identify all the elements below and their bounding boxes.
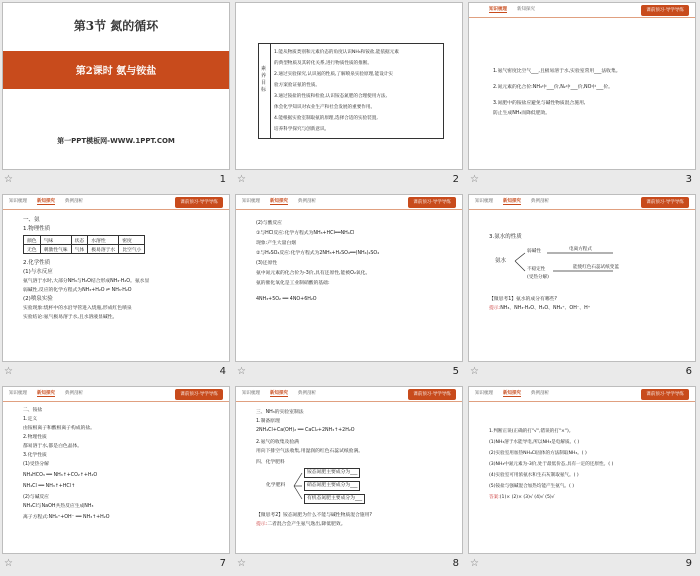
slide1-website: 第一PPT模板网-WWW.1PPT.COM	[57, 137, 175, 145]
slide-footer	[235, 557, 463, 573]
property-table	[23, 235, 145, 254]
question-line: (4)实验室可用浓氨水和生石灰制取氨气。( )	[489, 473, 579, 478]
slide-footer	[2, 173, 230, 189]
tab-knowledge: 知识梳理	[475, 391, 493, 396]
section-heading: 3.氨水的性质	[489, 234, 522, 240]
slide-thumb-4[interactable]	[0, 192, 233, 384]
content-line: 2.氮元素的化合价:NH₃中___价,N₂中___价,NO中___价。	[493, 85, 613, 90]
answer-line	[489, 493, 555, 502]
slide-8[interactable]	[235, 386, 463, 554]
tab-knowledge: 知识梳理	[9, 391, 27, 396]
slide-number: 1	[219, 174, 226, 185]
table-cell: 极易溶于水	[88, 245, 119, 254]
fertilizer-box: 硝态氮肥主要成分为___	[304, 481, 360, 491]
header-badge: 课前预习·导学导练	[175, 389, 223, 400]
subsection-heading: 1.物理性质	[23, 226, 51, 232]
weak-base-label: 弱碱性	[527, 249, 541, 254]
content-line: 四、化学肥料	[256, 460, 285, 465]
star-icon[interactable]: ☆	[470, 174, 479, 185]
content-line: 三、NH₃的实验室制法	[256, 410, 304, 415]
slide-9[interactable]	[468, 386, 696, 554]
content-line: 实验结论:氨气极易溶于水,且水溶液显碱性。	[23, 315, 118, 320]
table-header-cell: 气味	[40, 236, 71, 245]
slide-5[interactable]	[235, 194, 463, 362]
table-header-cell: 颜色	[24, 236, 41, 245]
equation-line: 2NH₄Cl+Ca(OH)₂ ══ CaCl₂+2NH₃↑+2H₂O	[256, 428, 355, 433]
content-line: (2)与酸反应	[256, 221, 282, 226]
objective-line: 的典型物质及其转化关系,进行物质性质的推断。	[274, 61, 372, 66]
content-line: 用向下排空气法收集,用湿润的红色石蕊试纸验满。	[256, 449, 364, 454]
slide-header-bar	[236, 195, 462, 210]
think-answer	[256, 520, 346, 529]
slide1-title: 第3节 氮的循环	[73, 19, 159, 33]
content-line: 实验现象:烧杯中的水沿导管进入烧瓶,形成红色喷泉	[23, 306, 132, 311]
star-icon[interactable]: ☆	[237, 366, 246, 377]
tab-knowledge: 知识梳理	[489, 7, 507, 12]
decompose-label: (受热分解)	[527, 275, 549, 280]
slide-thumb-9[interactable]	[466, 384, 699, 576]
think-answer	[489, 304, 590, 313]
slide-footer	[235, 365, 463, 381]
slide-2[interactable]	[235, 2, 463, 170]
content-line: 由铵根离子和酸根离子构成的盐。	[23, 426, 95, 431]
header-badge: 课前预习·导学导练	[408, 197, 456, 208]
tab-knowledge: 知识梳理	[242, 391, 260, 396]
slide-header-bar	[469, 3, 695, 18]
slide-7[interactable]	[2, 386, 230, 554]
content-line: ①与HCl反应:化学方程式为NH₃+HCl══NH₄Cl	[256, 231, 355, 236]
objective-line: 3.通过铵盐的性质和检验,认识铵态氮肥的合理使用方法,	[274, 94, 387, 99]
slide-footer	[2, 365, 230, 381]
star-icon[interactable]: ☆	[470, 558, 479, 569]
header-badge: 课前预习·导学导练	[641, 5, 689, 16]
tab-explore: 新知探究	[270, 199, 288, 204]
content-line: 都易溶于水,都是白色晶体。	[23, 444, 83, 449]
objectives-label: 素养目标	[261, 66, 267, 93]
table-cell: 比空气小	[119, 245, 145, 254]
question-line: (5)铵盐与强碱混合加热均能产生氨气。( )	[489, 484, 575, 489]
slide-number: 4	[219, 366, 226, 377]
tab-examples: 典例剖析	[65, 391, 83, 396]
content-line: 3.化学性质	[23, 453, 47, 458]
content-line: 1.氨气密度比空气___,且极易溶于水,实验室常用___法收集。	[493, 69, 621, 74]
slide-footer	[2, 557, 230, 573]
objective-line: 体会化学知识对农业生产和社会发展的重要作用。	[274, 105, 376, 110]
tab-explore: 新知探究	[503, 199, 521, 204]
content-line: ②与H₂SO₄反应:化学方程式为2NH₃+H₂SO₄══(NH₄)₂SO₄	[256, 251, 380, 256]
tab-examples: 典例剖析	[65, 199, 83, 204]
slide-1[interactable]	[2, 2, 230, 170]
equation-line: 离子方程式:NH₄⁺+OH⁻ ══ NH₃↑+H₂O	[23, 515, 110, 520]
table-cell: 气体	[71, 245, 88, 254]
content-line: 2.物理性质	[23, 435, 47, 440]
slide-number: 8	[452, 558, 459, 569]
slide-thumb-3[interactable]	[466, 0, 699, 192]
tab-examples: 典例剖析	[531, 391, 549, 396]
slide-number: 3	[685, 174, 692, 185]
equation-line: NH₄HCO₃ ══ NH₃↑+CO₂↑+H₂O	[23, 473, 98, 478]
slide-thumb-8[interactable]	[233, 384, 466, 576]
star-icon[interactable]: ☆	[4, 174, 13, 185]
star-icon[interactable]: ☆	[237, 174, 246, 185]
answer-label: 提示:	[256, 522, 268, 527]
slide-footer	[468, 173, 696, 189]
star-icon[interactable]: ☆	[237, 558, 246, 569]
table-header-cell: 密度	[119, 236, 145, 245]
content-line: 2.氨气的收集及验满	[256, 440, 299, 445]
star-icon[interactable]: ☆	[4, 366, 13, 377]
table-cell: 刺激性气味	[40, 245, 71, 254]
content-line: 氨的催化氧化是工业制硝酸的基础:	[256, 281, 330, 286]
answer-label: 答案:	[489, 495, 500, 500]
content-line: 防止生成NH₃而降低肥效。	[493, 111, 551, 116]
content-line: 二、铵盐	[23, 408, 43, 413]
tab-knowledge: 知识梳理	[242, 199, 260, 204]
table-header-cell: 水溶性	[88, 236, 119, 245]
slide-4[interactable]	[2, 194, 230, 362]
slide-6[interactable]	[468, 194, 696, 362]
question-line: (2)实验室用加热NH₄Cl固体的方法制取NH₃。( )	[489, 451, 587, 456]
slide-3[interactable]	[468, 2, 696, 170]
slide-number: 5	[452, 366, 459, 377]
tab-explore: 新知探究	[37, 391, 55, 396]
slide-footer	[468, 557, 696, 573]
slide-thumb-7[interactable]	[0, 384, 233, 576]
slide-thumb-6[interactable]	[466, 192, 699, 384]
diagram-label: 化学肥料	[266, 483, 286, 488]
table-header-cell: 状态	[71, 236, 88, 245]
tab-explore: 新知探究	[517, 7, 535, 12]
tab-explore: 新知探究	[503, 391, 521, 396]
unstable-label: 不稳定性	[527, 267, 546, 272]
objective-line: 4.能根据实验室制取氨的原理,选择合适的实验装置,	[274, 116, 378, 121]
content-line: (3)还原性	[256, 261, 278, 266]
content-line: (2)喷泉实验	[23, 296, 53, 302]
content-line: (1)受热分解	[23, 462, 49, 467]
content-line: 3.氮肥中的铵盐应避免与碱性物质混合施用,	[493, 101, 586, 106]
tab-knowledge: 知识梳理	[475, 199, 493, 204]
objective-line: 2.通过实验探究,认识氨的性质,了解喷泉实验原理,能设计实	[274, 72, 394, 77]
tab-explore: 新知探究	[37, 199, 55, 204]
fertilizer-box: 铵态氮肥主要成分为___	[304, 468, 360, 478]
tab-knowledge: 知识梳理	[9, 199, 27, 204]
tab-examples: 典例剖析	[298, 199, 316, 204]
think-question: 【微思考2】铵态氮肥为什么不能与碱性物质混合施用?	[256, 513, 372, 518]
star-icon[interactable]: ☆	[4, 558, 13, 569]
content-line: 现象:产生大量白烟	[256, 241, 296, 246]
objective-line: 1.能从物质类别和元素价态的角度认识NH₃和铵盐,能依据元素	[274, 50, 399, 55]
tab-examples: 典例剖析	[531, 199, 549, 204]
equation-line: 4NH₃+5O₂ ══ 4NO+6H₂O	[256, 297, 317, 302]
content-line: 弱碱性,反应的化学方程式为NH₃+H₂O ⇌ NH₃·H₂O	[23, 288, 132, 293]
answer-text: 二者混合会产生氨气逸出,降低肥效。	[267, 522, 346, 527]
objectives-box	[258, 43, 444, 139]
slide-number: 6	[685, 366, 692, 377]
content-line: NH₄Cl与NaOH共热反应生成NH₃	[23, 504, 94, 509]
slide1-subtitle: 第2课时 氨与铵盐	[75, 66, 157, 77]
arrow-text: 电离方程式	[569, 247, 592, 252]
slide-footer	[235, 173, 463, 189]
ammonia-water-label: 氨水	[495, 258, 507, 264]
arrow-text: 能使红色石蕊试纸变蓝	[573, 265, 619, 270]
objective-line: 验方案验证氨的性质。	[274, 83, 320, 88]
question-line: 1.判断正误(正确的打"√",错误的打"×")。	[489, 429, 574, 434]
slide-footer	[468, 365, 696, 381]
slide-number: 9	[685, 558, 692, 569]
objectives-label-cell	[259, 44, 271, 138]
tab-explore: 新知探究	[270, 391, 288, 396]
slide-number: 7	[219, 558, 226, 569]
equation-line: NH₄Cl ══ NH₃↑+HCl↑	[23, 484, 76, 489]
slide-header-bar	[469, 387, 695, 402]
objective-line: 培养科学探究与创新意识。	[274, 127, 330, 132]
answer-text: (1)× (2)× (3)√ (4)√ (5)√	[499, 495, 555, 500]
slide-header-bar	[236, 387, 462, 402]
content-line: 2.化学性质	[23, 260, 51, 266]
header-badge: 课前预习·导学导练	[175, 197, 223, 208]
slide-thumb-1[interactable]	[0, 0, 233, 192]
content-line: 氨中氮元素的化合价为-3价,具有还原性,能被O₂氧化。	[256, 271, 371, 276]
slide-header-bar	[3, 387, 229, 402]
header-badge: 课前预习·导学导练	[641, 389, 689, 400]
question-line: (1)NH₃溶于水能导电,所以NH₃是电解质。( )	[489, 440, 580, 445]
question-line: (3)NH₃中氮元素为-3价,处于最低价态,具有一定的还原性。( )	[489, 462, 614, 467]
content-line: 1.定义	[23, 417, 38, 422]
slide-thumb-5[interactable]	[233, 192, 466, 384]
slide-number: 2	[452, 174, 459, 185]
content-line: (1)与水反应	[23, 269, 53, 275]
slide-header-bar	[469, 195, 695, 210]
tab-examples: 典例剖析	[298, 391, 316, 396]
content-line: 1.制备原理	[256, 419, 280, 424]
fertilizer-box: 有机态氮肥主要成分为___	[304, 494, 365, 504]
answer-label: 提示:	[489, 306, 501, 311]
slide-thumb-2[interactable]	[233, 0, 466, 192]
content-line: (2)与碱反应	[23, 495, 49, 500]
table-cell: 无色	[24, 245, 41, 254]
section-heading: 一、氨	[23, 217, 40, 223]
answer-text: NH₃、NH₃·H₂O、H₂O、NH₄⁺、OH⁻、H⁺	[500, 306, 591, 311]
content-line: 氨气溶于水时,大部分NH₃与H₂O结合形成NH₃·H₂O。氨水显	[23, 279, 150, 284]
slide-header-bar	[3, 195, 229, 210]
think-question: 【微思考1】氨水的成分有哪些?	[489, 297, 557, 302]
header-badge: 课前预习·导学导练	[641, 197, 689, 208]
star-icon[interactable]: ☆	[470, 366, 479, 377]
header-badge: 课前预习·导学导练	[408, 389, 456, 400]
